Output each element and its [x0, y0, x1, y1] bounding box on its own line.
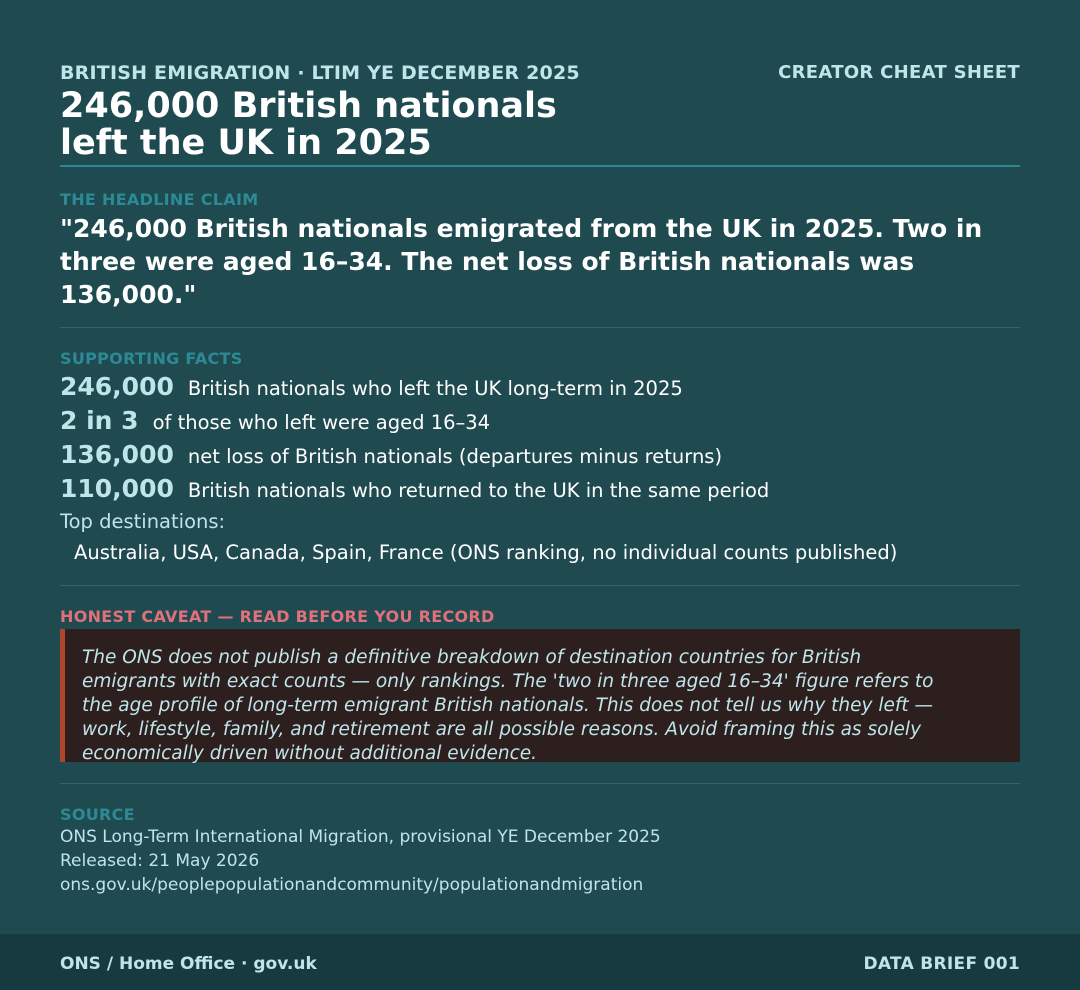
brief-id: DATA BRIEF 001 — [863, 954, 1020, 974]
divider — [60, 327, 1020, 328]
source-url: ons.gov.uk/peoplepopulationandcommunity/populationandmigration — [60, 875, 644, 895]
fact-row — [60, 406, 490, 440]
destinations-list: Australia, USA, Canada, Spain, France (ONS ranking, no individual counts published) — [74, 541, 898, 564]
caveat-line: emigrants with exact counts — only rankings. The 'two in three aged 16–34' figure refers to — [82, 671, 934, 692]
caveat-box — [60, 629, 1020, 762]
footer — [0, 934, 1080, 990]
title-divider — [60, 165, 1020, 167]
fact-row — [60, 440, 722, 474]
caveat-line: economically driven without additional evidence. — [82, 743, 538, 764]
facts-label: SUPPORTING FACTS — [60, 349, 243, 368]
headline-claim: "246,000 British nationals emigrated from the UK in 2025. Two in three were aged 16–34. The net loss of British nationals was 136,000." — [60, 214, 983, 309]
fact-value: 110,000 — [60, 474, 174, 503]
fact-text: British nationals who left the UK long-term in 2025 — [187, 377, 683, 400]
divider — [60, 585, 1020, 586]
fact-text: of those who left were aged 16–34 — [152, 411, 491, 434]
title-line-2: left the UK in 2025 — [60, 123, 432, 163]
divider — [60, 783, 1020, 784]
caveat-line: work, lifestyle, family, and retirement are all possible reasons. Avoid framing this as solely — [82, 719, 922, 740]
footer-source: ONS / Home Office · gov.uk — [60, 954, 317, 974]
fact-value: 136,000 — [60, 440, 174, 469]
fact-value: 246,000 — [60, 372, 174, 401]
fact-text: British nationals who returned to the UK in the same period — [187, 479, 770, 502]
caveat-label: HONEST CAVEAT — READ BEFORE YOU RECORD — [60, 607, 495, 626]
title-line-1: 246,000 British nationals — [60, 86, 557, 126]
page-title — [60, 88, 760, 162]
source-label: SOURCE — [60, 805, 135, 824]
destinations-label: Top destinations: — [60, 510, 226, 533]
cheat-sheet-tag: CREATOR CHEAT SHEET — [778, 62, 1020, 83]
caveat-line: The ONS does not publish a definitive breakdown of destination countries for British — [82, 647, 862, 668]
fact-row — [60, 474, 769, 508]
kicker: BRITISH EMIGRATION · LTIM YE DECEMBER 2025 — [60, 62, 580, 84]
source-title: ONS Long-Term International Migration, provisional YE December 2025 — [60, 827, 661, 847]
caveat-text — [82, 646, 1012, 766]
fact-value: 2 in 3 — [60, 406, 139, 435]
fact-text: net loss of British nationals (departures minus returns) — [187, 445, 723, 468]
fact-row — [60, 372, 683, 406]
source-release-date: Released: 21 May 2026 — [60, 851, 260, 871]
caveat-line: the age profile of long-term emigrant British nationals. This does not tell us why they left — — [82, 695, 934, 716]
claim-label: THE HEADLINE CLAIM — [60, 190, 259, 209]
